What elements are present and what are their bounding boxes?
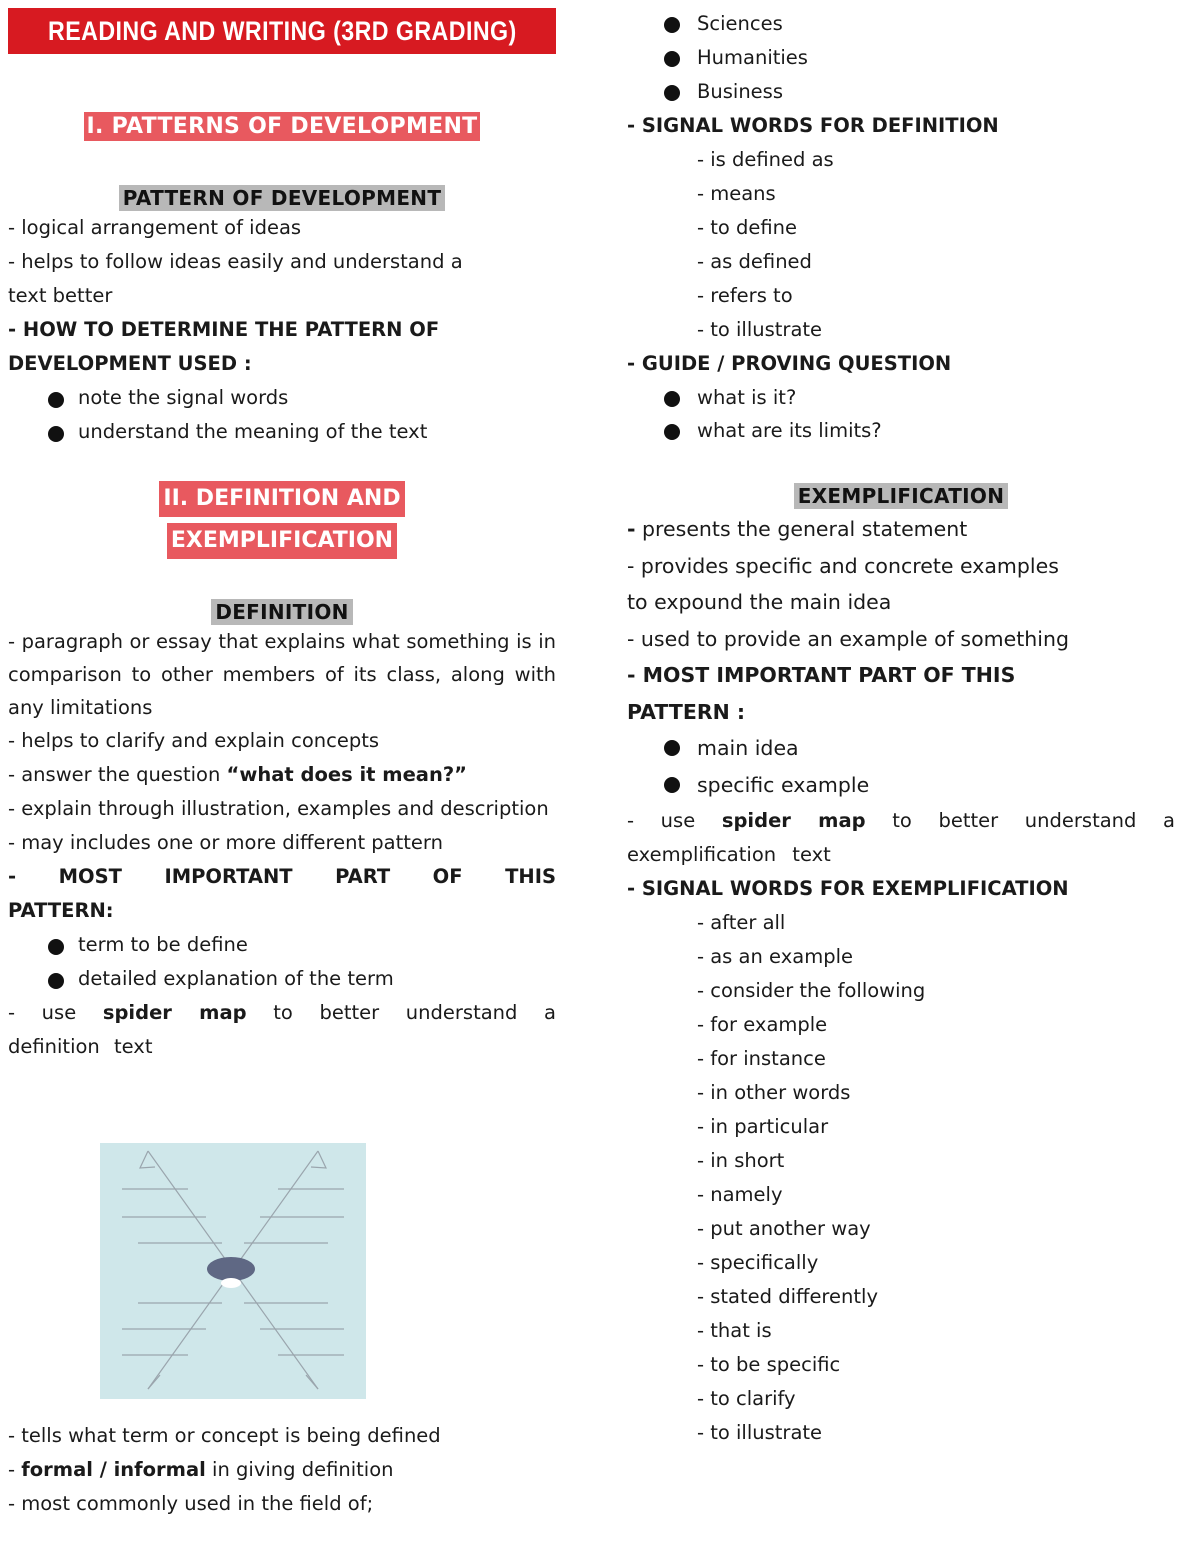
signal-exemp-item: - in short [697, 1149, 785, 1172]
document-title-bar [8, 8, 556, 54]
definition-may: - may includes one or more different pattern [8, 831, 443, 854]
how-to-bullet: understand the meaning of the text [8, 415, 556, 449]
field-item: Sciences [627, 7, 1175, 41]
signal-exemp-item: - for instance [697, 1047, 826, 1070]
pattern-line-3: text better [8, 284, 113, 307]
signal-exemp-item: - to clarify [697, 1387, 796, 1410]
signal-exemp-item: - after all [697, 911, 786, 934]
signal-exemp-item: - namely [697, 1183, 783, 1206]
definition-explain: - explain through illustration, examples and description [8, 797, 549, 820]
exemp-most-important-2: PATTERN : [627, 699, 746, 724]
signal-def-item: - as defined [697, 250, 812, 273]
definition-paragraph: - paragraph or essay that explains what something is in comparison to other members of its class, along with any limitations [8, 630, 556, 719]
signal-def-item: - to define [697, 216, 798, 239]
left-column [8, 0, 556, 1064]
definition-common: - most commonly used in the field of; [8, 1492, 374, 1515]
signal-exemp-item: - in other words [697, 1081, 851, 1104]
pattern-line-2: - helps to follow ideas easily and understand a [8, 250, 463, 273]
signal-exemp-item: - put another way [697, 1217, 871, 1240]
exemp-subheading: EXEMPLIFICATION [794, 483, 1009, 509]
signal-exemp-item: - consider the following [697, 979, 926, 1002]
spider-map-svg [100, 1143, 366, 1399]
signal-exemp-item: - for example [697, 1013, 828, 1036]
signal-def-item: - refers to [697, 284, 793, 307]
definition-subheading-wrap [8, 599, 556, 625]
signal-exemp-item: - stated differently [697, 1285, 878, 1308]
definition-answer: - answer the question “what does it mean?” [8, 763, 467, 786]
signal-exemp-item: - in particular [697, 1115, 829, 1138]
signal-exemp-item: - as an example [697, 945, 853, 968]
signal-exemp-item: - that is [697, 1319, 772, 1342]
exemp-bullet: main idea [627, 730, 1175, 767]
signal-exemp-item: - to illustrate [697, 1421, 823, 1444]
signal-def-item: - to illustrate [697, 318, 823, 341]
exemp-line: - presents the general statement [627, 517, 968, 541]
document-title: READING AND WRITING (3RD GRADING) [48, 15, 517, 46]
exemp-most-important: - MOST IMPORTANT PART OF THIS [627, 663, 1016, 687]
guide-item: what are its limits? [627, 414, 1175, 447]
pattern-line-1: - logical arrangement of ideas [8, 216, 302, 239]
spider-map-diagram [100, 1143, 366, 1399]
section1-heading: I. PATTERNS OF DEVELOPMENT [84, 112, 481, 141]
exemp-bullet: specific example [627, 767, 1175, 804]
section2-heading-line2: EXEMPLIFICATION [167, 523, 397, 559]
definition-tells: - tells what term or concept is being defined [8, 1424, 441, 1447]
exemp-spider: - use spider map to better understand a exemplification text [627, 809, 1175, 866]
section2-heading-wrap [8, 481, 556, 559]
signal-def-item: - is defined as [697, 148, 834, 171]
field-item: Humanities [627, 41, 1175, 75]
guide-item: what is it? [627, 381, 1175, 414]
section2-heading-line1: II. DEFINITION AND [159, 481, 404, 517]
definition-bullet: detailed explanation of the term [8, 962, 556, 996]
exemp-line: to expound the main idea [627, 590, 892, 614]
signal-exemp-list [627, 906, 1175, 1450]
pattern-subheading-wrap [8, 185, 556, 211]
guide-label: - GUIDE / PROVING QUESTION [627, 352, 952, 375]
signal-exemp-item: - to be specific [697, 1353, 841, 1376]
right-column [627, 7, 1175, 1450]
how-to-label-2: DEVELOPMENT USED : [8, 352, 252, 375]
spider-center-node [207, 1257, 255, 1281]
section1-heading-wrap [8, 112, 556, 141]
signal-exemp-item: - specifically [697, 1251, 819, 1274]
definition-bullet: term to be define [8, 928, 556, 962]
left-column-bottom [8, 1419, 556, 1521]
definition-formal: - formal / informal in giving definition [8, 1458, 394, 1481]
exemp-subheading-wrap [627, 483, 1175, 509]
field-item: Business [627, 75, 1175, 109]
definition-most-important: - MOST IMPORTANT PART OF THIS PATTERN: [8, 865, 556, 922]
signal-exemp-label: - SIGNAL WORDS FOR EXEMPLIFICATION [627, 877, 1069, 900]
pattern-subheading: PATTERN OF DEVELOPMENT [119, 185, 446, 211]
signal-def-label: - SIGNAL WORDS FOR DEFINITION [627, 114, 999, 137]
definition-spider: - use spider map to better understand a definition text [8, 1001, 556, 1058]
definition-subheading: DEFINITION [211, 599, 352, 625]
definition-clarify: - helps to clarify and explain concepts [8, 729, 380, 752]
how-to-bullet: note the signal words [8, 381, 556, 415]
exemp-line: - used to provide an example of something [627, 626, 1069, 651]
exemp-line: - provides specific and concrete examples [627, 553, 1059, 578]
how-to-label: - HOW TO DETERMINE THE PATTERN OF [8, 318, 440, 341]
signal-def-item: - means [697, 182, 776, 205]
